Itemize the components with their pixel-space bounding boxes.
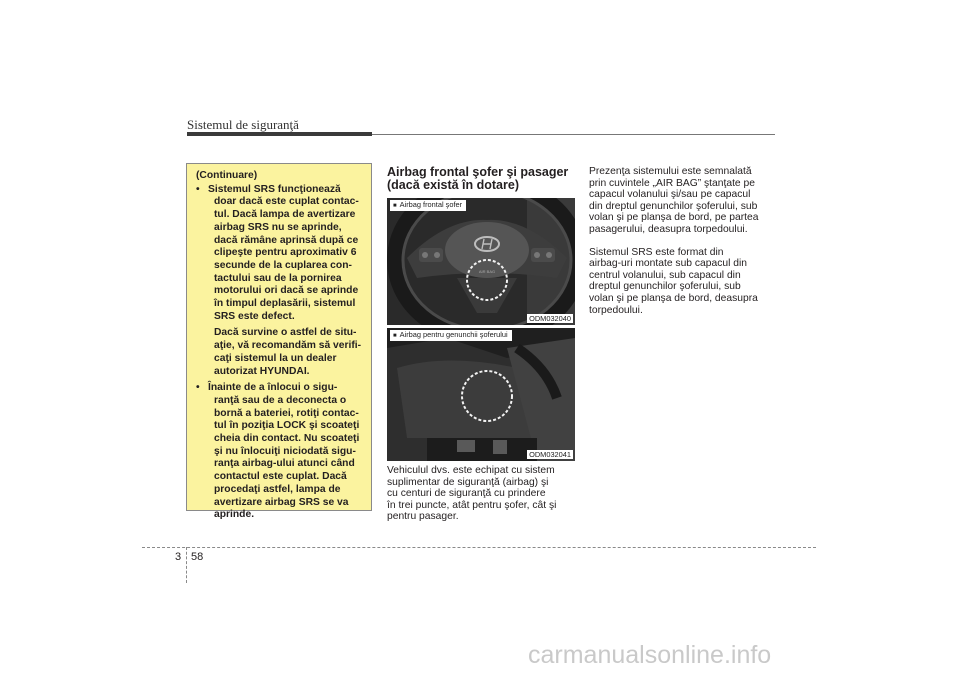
text-line: suplimentar de siguranţă (airbag) şi	[387, 476, 549, 488]
text-line: volan şi pe planşa de bord, deasupra	[589, 292, 758, 304]
text-line: volan şi pe planşa de bord, pe partea	[589, 212, 759, 224]
warning-item-2	[196, 382, 364, 522]
chapter-number: 3	[175, 551, 182, 563]
warning-line: airbag SRS nu se aprinde,	[214, 221, 342, 233]
knee-airbag-illustration	[387, 328, 575, 461]
warning-line: ranţă sau de a deconecta o	[214, 394, 347, 406]
warning-line: secunde de la cuplarea con-	[214, 259, 352, 271]
text-line: dreptul genunchilor şoferului, sub	[589, 281, 741, 293]
warning-line: clipeşte pentru aproximativ 6	[214, 247, 357, 259]
warning-line: motorului ori dacă se aprinde	[214, 285, 359, 297]
footer-rule	[142, 547, 816, 548]
figure-code-bottom: ODM032041	[529, 450, 571, 459]
text-line: centrul volanului, sub capacul din	[589, 269, 741, 281]
warning-line: aţie, vă recomandăm să verifi-	[214, 340, 362, 352]
continuation-label: (Continuare)	[196, 170, 258, 181]
warning-line: autorizat HYUNDAI.	[214, 365, 310, 377]
watermark: carmanualsonline.info	[528, 641, 772, 669]
warning-line: avertizare airbag SRS se va	[214, 496, 349, 508]
text-line: Vehiculul dvs. este echipat cu sistem	[387, 465, 555, 476]
driver-airbag-photo	[387, 198, 575, 325]
warning-line: bornă a bateriei, rotiţi contac-	[214, 407, 359, 419]
footer-divider	[186, 547, 187, 583]
paragraph-srs-components	[589, 247, 775, 317]
warning-box	[186, 163, 372, 521]
text-line: Sistemul SRS este format din	[589, 246, 724, 258]
section-heading	[387, 166, 577, 192]
text-line: cu centuri de siguranţă cu prindere	[387, 488, 546, 500]
warning-line: în timpul deplasării, sistemul	[214, 298, 356, 310]
warning-line: procedaţi astfel, lampa de	[214, 483, 341, 495]
figure-label-top	[390, 200, 466, 211]
page-header-title: Sistemul de siguranţă	[187, 117, 299, 132]
figure-label-text: Airbag pentru genunchii şoferului	[399, 330, 508, 339]
warning-line: tul în poziţia LOCK şi scoateţi	[214, 420, 360, 432]
text-line: în trei puncte, atât pentru şofer, cât şi	[387, 499, 557, 511]
text-line: prin cuvintele „AIR BAG” ştanţate pe	[589, 177, 755, 189]
text-line: capacul volanului şi/sau pe capacul	[589, 189, 751, 201]
text-line: Prezenţa sistemului este semnalată	[589, 166, 752, 177]
text-line: pasagerului, deasupra torpedoului.	[589, 223, 748, 235]
warning-line: tactului sau de la pornirea	[214, 272, 342, 284]
warning-line: cheia din contact. Nu scoateţi	[214, 433, 360, 445]
header-bar	[187, 132, 372, 136]
warning-line: aprinde.	[214, 509, 255, 521]
header-rule	[372, 134, 775, 135]
warning-line: tul. Dacă lampa de avertizare	[214, 209, 356, 221]
intro-paragraph	[387, 465, 577, 523]
warning-line: şi nu înlocuiţi niciodată sigu-	[214, 445, 356, 457]
warning-item-1	[196, 184, 364, 324]
steering-wheel-illustration	[387, 198, 575, 325]
heading-line: (dacă există în dotare)	[387, 178, 519, 192]
warning-line: doar dacă este cuplat contac-	[214, 196, 359, 208]
knee-airbag-photo	[387, 328, 575, 461]
warning-line: Sistemul SRS funcţionează	[208, 183, 341, 195]
right-column	[589, 166, 775, 316]
text-line: airbag-uri montate sub capacul din	[589, 258, 747, 270]
warning-line: Dacă survine o astfel de situ-	[214, 327, 357, 339]
warning-line: SRS este defect.	[214, 310, 295, 322]
text-line: pentru pasager.	[387, 511, 459, 523]
text-line: torpedoului.	[589, 304, 643, 316]
warning-line: contactul este cuplat. Dacă	[214, 471, 347, 483]
bullet-icon: •	[196, 382, 200, 394]
warning-line: caţi sistemul la un dealer	[214, 352, 337, 364]
marker-icon: ■	[393, 203, 397, 209]
marker-icon: ■	[393, 333, 397, 339]
paragraph-airbag-marking	[589, 166, 775, 236]
svg-text:AIR BAG: AIR BAG	[478, 269, 496, 274]
figure-label-bottom	[390, 330, 512, 341]
warning-line: Înainte de a înlocui o sigu-	[208, 382, 338, 394]
text-line: din dreptul genunchilor şoferului, sub	[589, 200, 758, 212]
figure-code-top: ODM032040	[529, 314, 571, 323]
heading-line: Airbag frontal şofer şi pasager	[387, 165, 569, 179]
warning-item-1-paragraph	[196, 327, 364, 378]
warning-line: dacă rămâne aprinsă după ce	[214, 234, 359, 246]
figure-label-text: Airbag frontal şofer	[399, 200, 463, 209]
warning-line: ranţa airbag-ului atunci când	[214, 458, 355, 470]
bullet-icon: •	[196, 183, 200, 195]
page-number: 58	[191, 551, 204, 563]
